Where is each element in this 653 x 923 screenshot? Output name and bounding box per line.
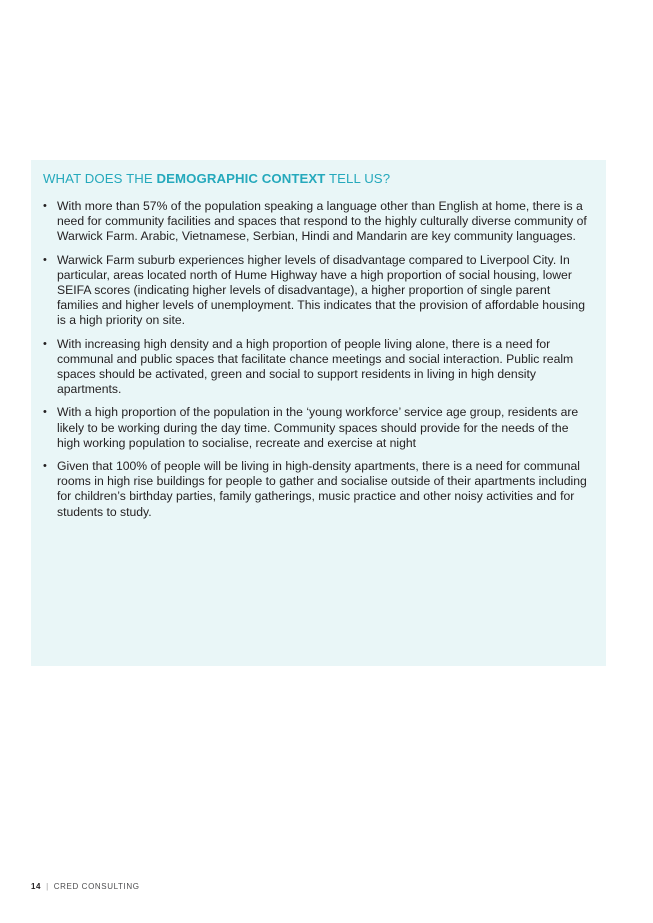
- bullet-text: With a high proportion of the population in the ‘young workforce’ service age group, residents are likely to be working during the day time. Community spaces should provide for the needs of the high working population to socialise, recreate and exercise at night: [57, 405, 579, 450]
- demographic-context-panel: [31, 160, 606, 666]
- publisher-name: CRED CONSULTING: [53, 882, 140, 891]
- list-item: [43, 337, 594, 398]
- footer-separator: |: [46, 882, 49, 891]
- page-number: 14: [31, 882, 42, 891]
- bullet-list: [43, 199, 594, 520]
- bullet-text: Given that 100% of people will be living in high-density apartments, there is a need for communal rooms in high rise buildings for people to gather and socialise outside of their apartments including for children’s birthday parties, family gatherings, music practice and other noisy activities and for students to study.: [57, 459, 587, 519]
- bullet-icon: •: [43, 337, 47, 350]
- heading-emphasis: DEMOGRAPHIC CONTEXT: [156, 171, 326, 186]
- bullet-text: With increasing high density and a high proportion of people living alone, there is a need for communal and public spaces that facilitate chance meetings and social interaction. Public realm spaces should be activated, green and social to support residents in living in high density apartments.: [57, 336, 574, 397]
- bullet-text: With more than 57% of the population speaking a language other than English at home, there is a need for community facilities and spaces that respond to the highly culturally diverse community of Warwick Farm. Arabic, Vietnamese, Serbian, Hindi and Mandarin are key community languages.: [57, 199, 587, 244]
- list-item: [43, 253, 594, 329]
- bullet-icon: •: [43, 460, 47, 473]
- bullet-icon: •: [43, 200, 47, 212]
- panel-heading: [43, 171, 594, 187]
- list-item: [43, 459, 594, 520]
- list-item: [43, 199, 594, 245]
- bullet-icon: •: [43, 406, 47, 419]
- bullet-icon: •: [43, 253, 47, 266]
- bullet-text: Warwick Farm suburb experiences higher levels of disadvantage compared to Liverpool City. In particular, areas located north of Hume Highway have a high proportion of social housing, lower SEIFA scores (indicating higher levels of disadvantage), a higher proportion of single parent families and higher levels of unemployment. This indicates that the provision of affordable housing is a high priority on site.: [57, 252, 585, 328]
- list-item: [43, 405, 594, 451]
- page-footer: [31, 881, 140, 893]
- heading-suffix: TELL US?: [325, 171, 391, 186]
- heading-prefix: WHAT DOES THE: [43, 171, 157, 186]
